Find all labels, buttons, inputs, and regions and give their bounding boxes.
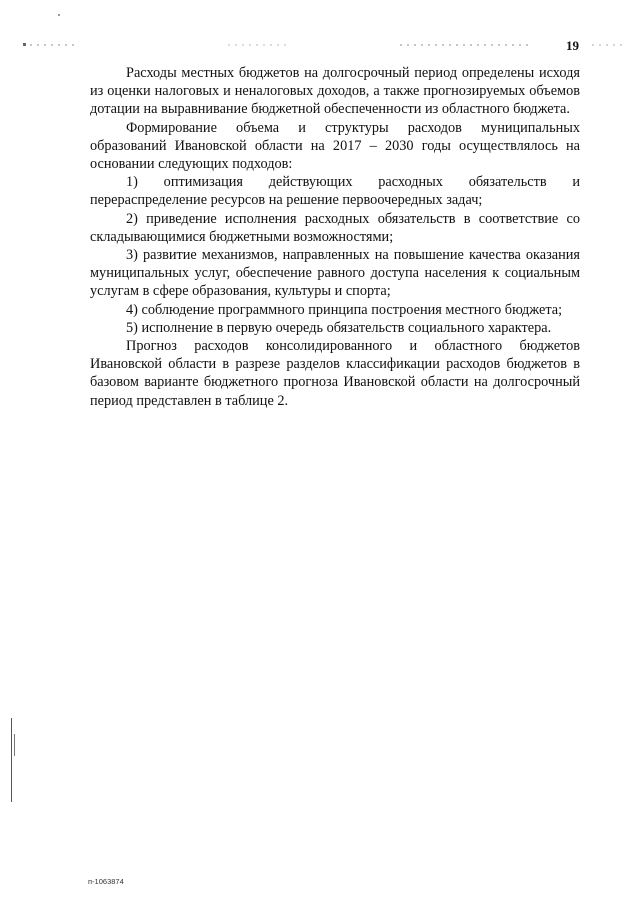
list-item-social-obligations: 5) исполнение в первую очередь обязательств социального характера. (126, 319, 552, 336)
header-scan-dots (400, 44, 530, 46)
paragraph-forecast-table-reference: Прогноз расходов консолидированного и областного бюджетов Ивановской области в разрезе разделов классификации расходов бюджетов в базовом варианте бюджетного прогноза Ивановской области на долгосрочный период представлен в таблице 2. (90, 338, 580, 409)
scan-speck (58, 14, 60, 16)
margin-binding-mark (11, 718, 12, 802)
header-scan-dots (30, 44, 78, 46)
margin-binding-mark (14, 734, 15, 756)
header-scan-dots (228, 44, 288, 46)
paragraph-approaches-intro: Формирование объема и структуры расходов муниципальных образований Ивановской области на 2017 – 2030 годы осуществлялось на основании следующих подходов: (90, 119, 580, 173)
footer-document-code: п-1063874 (88, 877, 124, 886)
list-item-mechanisms: 3) развитие механизмов, направленных на повышение качества оказания муниципальных услуг, обеспечение равного доступа населения к социальным услугам в сфере образования, культуры и спорта; (90, 247, 580, 300)
list-item-program-principle: 4) соблюдение программного принципа построения местного бюджета; (126, 301, 563, 318)
header-scan-dots (592, 44, 626, 46)
body-text (90, 64, 580, 410)
page-number: 19 (566, 38, 579, 53)
scan-speck (23, 43, 26, 46)
list-item-optimization: 1) оптимизация действующих расходных обязательств и перераспределение ресурсов на решение первоочередных задач; (90, 174, 580, 209)
list-item-alignment: 2) приведение исполнения расходных обязательств в соответствие со складывающимися бюджетными возможностями; (90, 210, 580, 245)
paragraph-local-budget-expenses: Расходы местных бюджетов на долгосрочный период определены исходя из оценки налоговых и неналоговых доходов, а также прогнозируемых объемов дотации на выравнивание бюджетной обеспеченности из областного бюджета. (90, 65, 580, 118)
